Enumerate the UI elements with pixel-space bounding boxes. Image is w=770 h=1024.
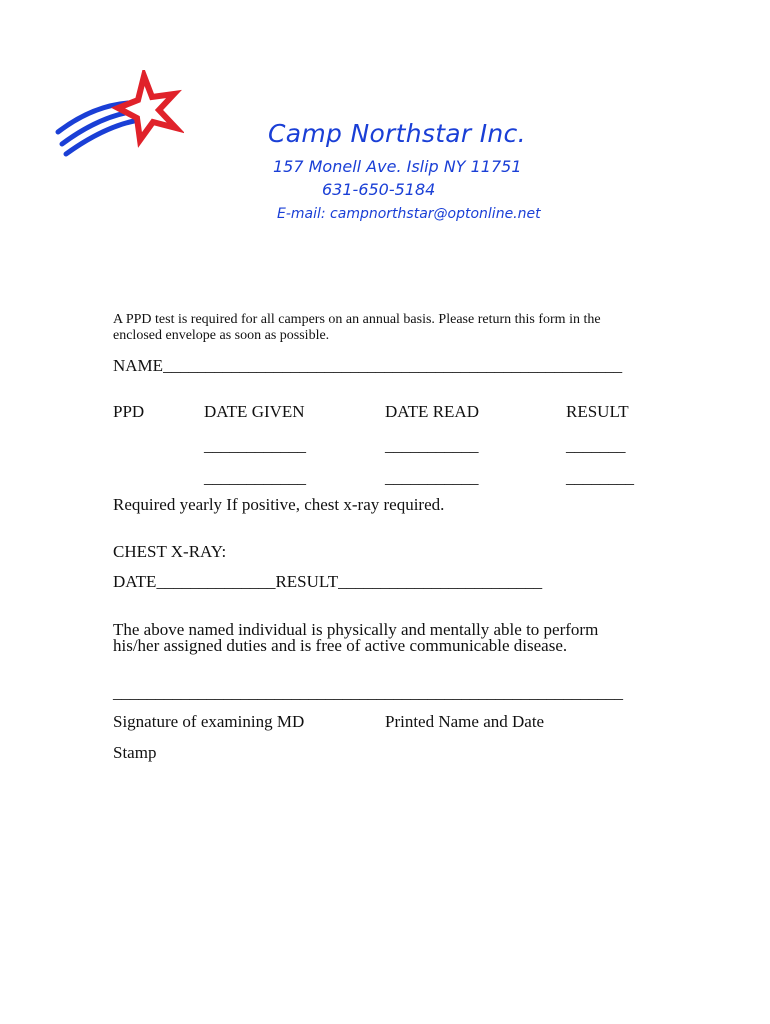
xray-date-label: DATE	[113, 572, 157, 591]
company-phone: 631-650-5184	[322, 180, 436, 199]
printed-name-date-label: Printed Name and Date	[385, 712, 545, 731]
signature-line[interactable]: ____________________________________________________________	[113, 683, 623, 702]
date-read-blank-1[interactable]: ___________	[385, 436, 479, 455]
ppd-label: PPD	[113, 402, 145, 421]
result-header: RESULT	[566, 402, 629, 421]
date-given-blank-2[interactable]: ____________	[204, 468, 306, 487]
company-name: Camp Northstar Inc.	[268, 119, 526, 148]
date-read-header: DATE READ	[385, 402, 479, 421]
date-given-header: DATE GIVEN	[204, 402, 305, 421]
xray-date-blank[interactable]: ______________	[156, 572, 276, 591]
star-shape	[118, 76, 176, 140]
xray-result-blank[interactable]: ________________________	[338, 572, 543, 591]
intro-text-line-1: A PPD test is required for all campers on an annual basis. Please return this form in the	[113, 312, 601, 327]
chest-xray-fields	[113, 572, 542, 592]
name-blank[interactable]: ______________________________________________________	[163, 356, 623, 375]
date-given-blank-1[interactable]: ____________	[204, 436, 306, 455]
xray-result-label: RESULT	[275, 572, 339, 591]
date-read-blank-2[interactable]: ___________	[385, 468, 479, 487]
stamp-label: Stamp	[113, 743, 157, 762]
star-trail-stroke	[66, 121, 134, 154]
result-blank-2[interactable]: ________	[566, 468, 634, 487]
name-label: NAME	[113, 356, 164, 375]
intro-text-line-2: enclosed envelope as soon as possible.	[113, 328, 330, 343]
statement-line-1: The above named individual is physically and mentally able to perform	[113, 620, 599, 639]
name-field[interactable]	[113, 356, 622, 376]
company-address: 157 Monell Ave. Islip NY 11751	[273, 157, 522, 176]
signature-md-label: Signature of examining MD	[113, 712, 305, 731]
required-note: Required yearly If positive, chest x-ray required.	[113, 495, 445, 514]
result-blank-1[interactable]: _______	[566, 436, 626, 455]
shooting-star-icon	[52, 70, 184, 160]
star-trail-stroke	[62, 112, 130, 144]
company-email: E-mail: campnorthstar@optonline.net	[277, 206, 541, 222]
statement-line-2: his/her assigned duties and is free of active communicable disease.	[113, 636, 568, 655]
chest-xray-heading: CHEST X-RAY:	[113, 542, 227, 561]
